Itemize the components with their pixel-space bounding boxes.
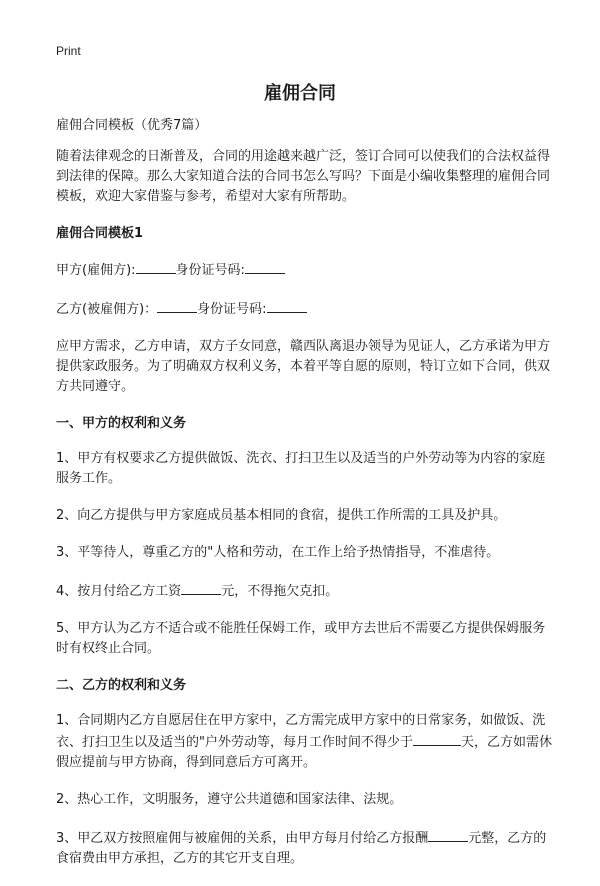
party-b-name-blank bbox=[157, 298, 197, 313]
document-subtitle: 雇佣合同模板（优秀7篇） bbox=[56, 118, 208, 133]
clause-b2: 2、热心工作，文明服务，遵守公共道德和国家法律、法规。 bbox=[56, 792, 403, 807]
section-title: 雇佣合同模板1 bbox=[56, 226, 144, 241]
party-b-id-blank bbox=[267, 298, 307, 313]
clause-b3-text-pre: 3、甲乙双方按照雇佣与被雇佣的关系，由甲方每月付给乙方报酬 bbox=[56, 831, 429, 846]
clause-a5: 5、甲方认为乙方不适合或不能胜任保姆工作，或甲方去世后不需要乙方提供保姆服务时有权终止合同。 bbox=[56, 621, 546, 656]
heading-party-a-rights: 一、甲方的权利和义务 bbox=[56, 416, 187, 431]
party-a-label: 甲方(雇佣方): bbox=[56, 263, 136, 278]
clause-b1 bbox=[56, 711, 552, 773]
print-link[interactable]: Print bbox=[56, 44, 81, 58]
clause-a3: 3、平等待人，尊重乙方的"人格和劳动，在工作上给予热情指导，不准虐待。 bbox=[56, 545, 500, 560]
party-b-line bbox=[56, 298, 552, 320]
clause-b1-text-pre: 1、合同期内乙方自愿居住在甲方家中，乙方需完成甲方家中的日常家务，如做饭、洗衣、打扫卫生以及适当的"户外劳动等，每月工作时间不得少于 bbox=[56, 713, 546, 750]
party-b-id-label: 身份证号码: bbox=[197, 302, 267, 317]
clause-a2: 2、向乙方提供与甲方家庭成员基本相同的食宿，提供工作所需的工具及护具。 bbox=[56, 508, 507, 523]
clause-b1-text-post: 天，乙方如需休假应提前与甲方协商，得到同意后方可离开。 bbox=[56, 735, 552, 770]
clause-b3 bbox=[56, 827, 552, 869]
intro-paragraph: 随着法律观念的日渐普及，合同的用途越来越广泛，签订合同可以使我们的合法权益得到法律的保障。那么大家知道合法的合同书怎么写吗？下面是小编收集整理的雇佣合同模板，欢迎大家借鉴与参考，希望对大家有所帮助。 bbox=[56, 149, 551, 204]
page-title: 雇佣合同 bbox=[264, 83, 336, 104]
document-body bbox=[56, 116, 552, 886]
party-a-line bbox=[56, 259, 552, 281]
clause-a1: 1、甲方有权要求乙方提供做饭、洗衣、打扫卫生以及适当的户外劳动等为内容的家庭服务工作。 bbox=[56, 451, 546, 486]
heading-party-b-rights: 二、乙方的权利和义务 bbox=[56, 678, 187, 693]
workdays-blank bbox=[413, 731, 461, 746]
party-a-name-blank bbox=[136, 259, 176, 274]
party-a-id-label: 身份证号码: bbox=[175, 263, 245, 278]
party-a-id-blank bbox=[245, 259, 285, 274]
clause-b3-text-post: 元整，乙方的食宿费由甲方承担，乙方的其它开支自理。 bbox=[56, 831, 547, 866]
salary-blank bbox=[428, 827, 468, 842]
clause-a4 bbox=[56, 580, 552, 602]
party-b-label: 乙方(被雇佣方)： bbox=[56, 302, 158, 317]
wage-blank bbox=[181, 580, 221, 595]
preamble-paragraph: 应甲方需求，乙方申请，双方子女同意，赣西队离退办领导为见证人，乙方承诺为甲方提供家政服务。为了明确双方权利义务，本着平等自愿的原则，特订立如下合同，供双方共同遵守。 bbox=[56, 339, 551, 394]
clause-a4-text-post: 元，不得拖欠克扣。 bbox=[221, 584, 339, 599]
clause-a4-text-pre: 4、按月付给乙方工资 bbox=[56, 584, 182, 599]
